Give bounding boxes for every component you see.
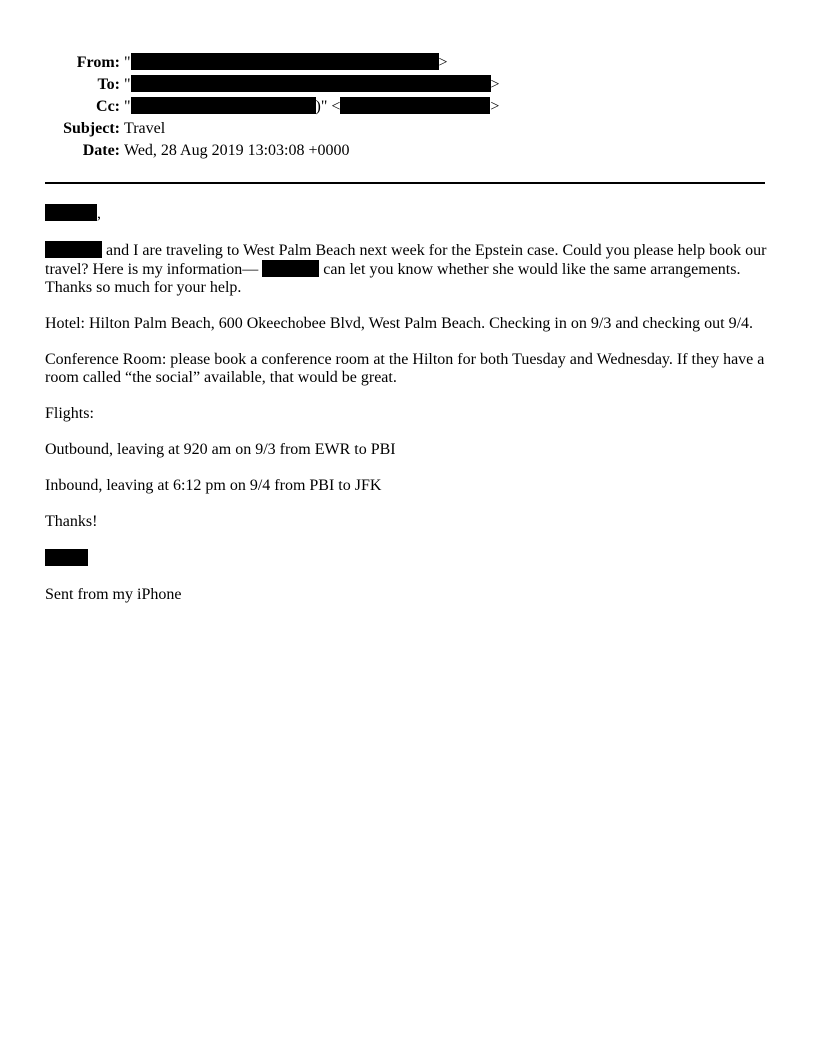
to-value: " > xyxy=(124,76,500,93)
to-label: To: xyxy=(97,76,120,93)
paragraph-hotel: Hotel: Hilton Palm Beach, 600 Okeechobee Blvd, West Palm Beach. Checking in on 9/3 and checking out 9/4. xyxy=(45,315,754,332)
redaction-box xyxy=(262,260,319,277)
flight-outbound: Outbound, leaving at 920 am on 9/3 from EWR to PBI xyxy=(45,441,396,458)
cc-label: Cc: xyxy=(96,98,120,115)
from-row xyxy=(0,52,816,74)
cc-row xyxy=(0,96,816,118)
header-divider xyxy=(45,182,765,184)
date-label: Date: xyxy=(82,142,120,159)
date-row xyxy=(0,140,816,162)
email-header xyxy=(0,52,816,162)
signature xyxy=(45,549,769,568)
greeting: , xyxy=(45,204,769,223)
redaction-box xyxy=(131,75,491,92)
redaction-box xyxy=(45,204,97,221)
subject-label: Subject: xyxy=(63,120,120,137)
paragraph-conference: Conference Room: please book a conference room at the Hilton for both Tuesday and Wednesday. If they have a room called “the social” available, that would be great. xyxy=(45,351,765,386)
redaction-box xyxy=(340,97,490,114)
date-value: Wed, 28 Aug 2019 13:03:08 +0000 xyxy=(124,142,350,159)
to-row xyxy=(0,74,816,96)
redaction-box xyxy=(45,241,102,258)
subject-row xyxy=(0,118,816,140)
sent-from: Sent from my iPhone xyxy=(45,586,182,603)
subject-value: Travel xyxy=(124,120,166,137)
redaction-box xyxy=(131,53,439,70)
cc-value: " )" < > xyxy=(124,98,500,115)
paragraph-intro: and I are traveling to West Palm Beach next week for the Epstein case. Could you please help book our travel? Here is my information— can let you know whether she would like the same arrangements. Thanks so much for your help. xyxy=(45,242,767,296)
from-label: From: xyxy=(76,54,120,71)
email-body xyxy=(45,204,769,622)
flight-inbound: Inbound, leaving at 6:12 pm on 9/4 from PBI to JFK xyxy=(45,477,382,494)
closing-thanks: Thanks! xyxy=(45,513,98,530)
redaction-box xyxy=(45,549,88,566)
redaction-box xyxy=(131,97,316,114)
from-value: " > xyxy=(124,54,448,71)
flights-label: Flights: xyxy=(45,405,94,422)
